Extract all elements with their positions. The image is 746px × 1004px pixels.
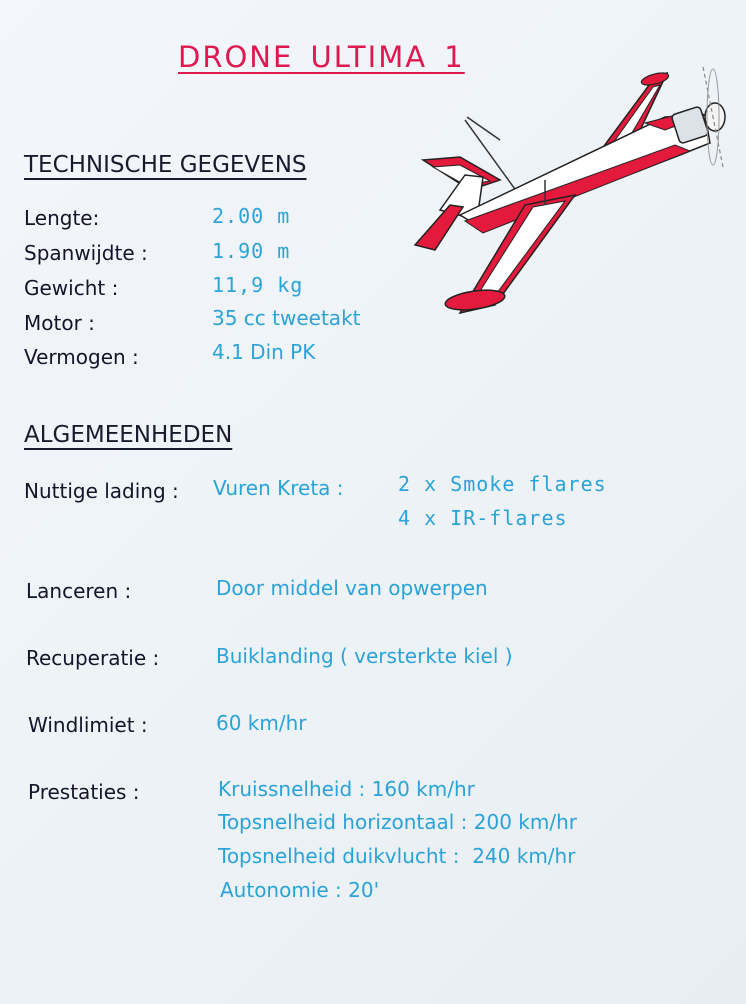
label-recuperatie: Recuperatie : [26, 646, 160, 670]
value-topsnelheid-horizontaal: Topsnelheid horizontaal : 200 km/hr [218, 810, 577, 834]
spec-value-motor: 35 cc tweetakt [212, 306, 361, 330]
value-autonomie: Autonomie : 20' [220, 878, 380, 902]
spec-label-spanwijdte: Spanwijdte : [24, 241, 148, 265]
spec-label-gewicht: Gewicht : [24, 276, 119, 300]
spec-value-gewicht: 11,9 kg [212, 273, 304, 297]
value-vuren-kreta: Vuren Kreta : [213, 476, 344, 500]
value-ir-flares: 4 x IR-flares [398, 506, 568, 530]
value-smoke-flares: 2 x Smoke flares [398, 472, 607, 496]
spec-value-lengte: 2.00 m [212, 204, 291, 228]
value-lanceren: Door middel van opwerpen [216, 576, 488, 600]
drone-airplane-illustration [405, 55, 740, 330]
spec-label-vermogen: Vermogen : [24, 345, 139, 369]
value-windlimiet: 60 km/hr [216, 711, 307, 735]
value-recuperatie: Buiklanding ( versterkte kiel ) [216, 644, 513, 668]
label-prestaties: Prestaties : [28, 780, 140, 804]
page-title: DRONE ULTIMA 1 [178, 40, 465, 74]
value-topsnelheid-duikvlucht: Topsnelheid duikvlucht : 240 km/hr [218, 844, 576, 868]
spec-label-motor: Motor : [24, 311, 95, 335]
spec-label-lengte: Lengte: [24, 206, 100, 230]
section-heading-algemeenheden: ALGEMEENHEDEN [24, 422, 233, 448]
spec-value-spanwijdte: 1.90 m [212, 239, 291, 263]
spec-value-vermogen: 4.1 Din PK [212, 340, 316, 364]
value-kruissnelheid: Kruissnelheid : 160 km/hr [218, 777, 475, 801]
label-windlimiet: Windlimiet : [28, 713, 148, 737]
label-lanceren: Lanceren : [26, 579, 132, 603]
section-heading-technische-gegevens: TECHNISCHE GEGEVENS [24, 152, 307, 178]
label-nuttige-lading: Nuttige lading : [24, 479, 179, 503]
